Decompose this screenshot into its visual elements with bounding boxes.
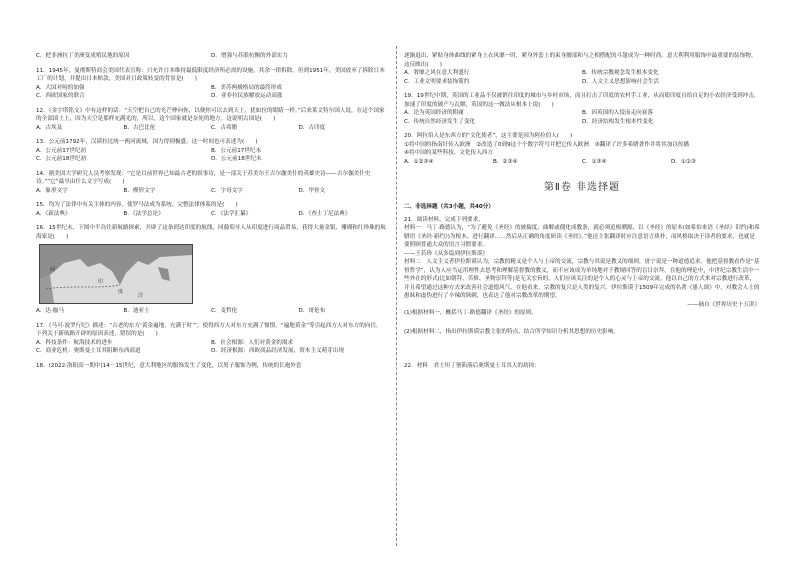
option-c[interactable]: C．把非洲拉丁美洲变成殖民地的原因: [36, 53, 130, 59]
option-a[interactable]: A．达·伽马: [36, 308, 64, 314]
option-c[interactable]: C．商业危机：奥斯曼土耳其阻断东西商道: [36, 348, 141, 354]
question-15: [36, 201, 386, 218]
option-b[interactable]: B．社会根源：人们对黄金的渴求: [211, 339, 294, 346]
option-d[interactable]: D．亚非拉民族解放运动高涨: [211, 93, 283, 99]
question-stem: 20．阿拉伯人是东西方的“文化使者”，这主要是因为阿拉伯人( ): [404, 133, 573, 139]
option-c[interactable]: C．工业文明要求装饰简约: [404, 78, 470, 85]
question-stem: 19．19世纪中期，英国的工业品不仅被销往印度的城市与乡村市场，而且打击了印度的农村手工业，从而使印度自给自足的小农经济受到冲击，加速了印度的破产与瓦解，英国的这一做法从根本上说( ): [404, 93, 760, 108]
option-a[interactable]: A．大国对峙的加强: [36, 84, 85, 91]
part-heading: 二、非选择题（共3小题，共40分）: [404, 204, 494, 211]
option-d[interactable]: D．哥伦布: [298, 308, 326, 314]
indian-ocean-map: [39, 244, 193, 304]
question-17: [36, 322, 386, 356]
option-c[interactable]: C．古希腊: [211, 124, 238, 131]
requirement-1: (1)根据材料一，概括马丁·路德翻译《圣经》的原则。: [404, 310, 537, 317]
right-column: [404, 52, 760, 377]
option-a[interactable]: A．科技条件：航海技术的进步: [36, 339, 113, 346]
option-b[interactable]: B．②③④: [493, 158, 518, 165]
option-b[interactable]: B．楔形文字: [123, 187, 156, 194]
section-title: 第Ⅱ卷 非选择题: [543, 182, 621, 193]
option-d[interactable]: D．经济结构发生根本性变化: [582, 118, 654, 125]
question-14: [36, 170, 386, 196]
option-a[interactable]: A．古埃及: [36, 124, 63, 131]
material-1-source: ——王若珍《从多篇到伊拉斯谟》: [404, 250, 488, 257]
question-13: [36, 138, 386, 164]
question-stem: 逐渐退出，紧贴身体曲线的紧身上衣风靡一时，紧身外套上的束身腰部和与之相搭配的斗篷成为一种时尚。意大利利用服饰中最重要的装饰物。这反映出( ): [404, 53, 757, 68]
option-c[interactable]: C．《法学汇纂》: [211, 210, 252, 217]
option-d[interactable]: D．甲骨文: [298, 187, 326, 194]
option-d[interactable]: D．经济根源：西欧商品经济发展，资本主义萌芽出现: [211, 348, 344, 354]
option-b[interactable]: B．因英国的入侵而走向衰落: [582, 110, 653, 116]
statement-4: ④将中国的某些科技、文化传入西方: [404, 150, 493, 156]
statement-3: ③翻译了许多希腊著作并将其加以传播: [594, 141, 690, 148]
question-stem: 13．公元前1792年，汉谟拉比统一两河流域，国力得到极盛。这一时间也可表述为( ): [36, 139, 258, 145]
option-b[interactable]: B．公元前17世纪末: [211, 147, 262, 154]
question-19: [404, 92, 760, 126]
question-stem: 14．据美国大学研究人员考察发现：“它是目前世界已知最古老的叙事诗，是一部关于苏美尔王吉尔伽美什的英雄史诗——吉尔伽美什史诗。”“它”最早由什么文字写成( ): [36, 170, 371, 185]
option-d[interactable]: D．①②③: [671, 158, 696, 165]
option-b[interactable]: B．《法学总论》: [123, 210, 164, 217]
option-a[interactable]: A．沦为英国经济的附庸: [404, 110, 464, 116]
option-b[interactable]: B．传统宗教观念发生根本变化: [582, 70, 659, 76]
material-1: 材料一 马丁·路德认为，“为了避免《圣经》的被揣度、曲解或僵化成教条，就必须追根溯源，以《圣经》的原本(如希伯来语《圣经》旧约)和希腊语《圣经·新约》)为根本，进行翻译……然后从正确的角度研读《圣经》。”他还主张翻译时应注意语言质朴，而风格取决于读者的要求，也就是要照顾普通大众的语言习惯要求。: [404, 225, 760, 249]
option-d[interactable]: D．《查士丁尼法典》: [298, 210, 351, 217]
question-stem: 16．15世纪末，下图中半岛往新航路探索，开辟了这条到达印度的航线，同葡萄牙人从印度进行商品贸易，获得大量金银、珊瑚和红珍珠的航海家是( ): [36, 225, 386, 240]
requirement-2: (2)根据材料二，指出伊拉斯谟宗教主张的特点，结合所学知识分析其思想的历史影响。: [404, 328, 619, 335]
map-label-a: 阿: [50, 267, 56, 273]
option-c[interactable]: C．公元前18世纪初: [36, 156, 87, 162]
column-divider: [396, 46, 397, 546]
option-c[interactable]: C．传统自然经济发生了变化: [404, 118, 476, 125]
question-18: [36, 362, 386, 371]
option-d[interactable]: D．古印度: [298, 124, 326, 131]
question-stem: 17．《马可·波罗行纪》描述：“古老的东方‘黄金遍地，充满于时’”，使得西方人对东方充满了憧憬，“遍地黄金”等引起西方人对东方的向往。下列关于新航路开辟的原因表述，错误的是( ): [36, 322, 382, 337]
question-22: 22．材料 君士坦丁堡陷落后奥斯曼土耳其人的劫掠：: [404, 363, 540, 370]
map-label-du: 度: [118, 289, 124, 295]
option-d[interactable]: D．人文主义思想影响社会生活: [582, 78, 660, 85]
question-20: [404, 132, 760, 166]
option-a[interactable]: A．象形文字: [36, 187, 68, 194]
map-label-yin: 印: [98, 279, 104, 285]
map-graphic: [40, 245, 192, 303]
material-2: 材料二 人文主义者伊拉斯谟认为，宗教的精义是个人与上帝的交流，宗教与其说是教义的细则，毋宁说是一种道德追求。他把基督教看作是“基督哲学”，认为人应当运用理性去思考和理解基督教的教义，而不应该成为单纯地对于教规回答的盲目崇拜。在他的理论中，中世纪宗教生活中一些外在的形式(比如朝拜、苦修、圣物崇拜等)是无关宏旨的，人们应该关注的是个人的心灵与上帝的交流，他以自己的方式来对宗教进行改革，并且希望通过这种方式来改善社会道德风气，在他看来，宗教的复兴是人类的复兴。伊拉斯谟于1509年完成的名著《愚人颂》中，对教会人士的愚昧和虚伪进行了辛辣的讽刺，也表达了他对宗教改革的期望。: [404, 259, 760, 300]
option-a[interactable]: A．奢靡之风在意大利盛行: [404, 70, 470, 76]
question-10-options: [36, 52, 386, 61]
material-2-source: ——摘自《世界历史十五讲》: [687, 301, 760, 308]
option-a[interactable]: A．《新法典》: [36, 210, 71, 217]
option-c[interactable]: C．西欧国家的联合: [36, 93, 85, 99]
option-c[interactable]: C．麦哲伦: [211, 308, 238, 314]
option-b[interactable]: B．美苏两极格局的最终形成: [211, 84, 282, 91]
question-title: 21．阅读材料，完成下列要求。: [404, 216, 484, 223]
question-stem: 15．均为了法律中有关主体的内容，使罗马法成为系统、完整法律体系的是( ): [36, 202, 238, 208]
map-label-yang: 洋: [138, 293, 144, 299]
question-11: [36, 67, 386, 101]
option-b[interactable]: B．古巴比伦: [123, 124, 156, 131]
option-a[interactable]: A．①②③④: [404, 158, 434, 165]
question-21: [404, 216, 760, 357]
question-stem: 11．1945年，曼彻斯特商会美国代表宣称：只允许日本维持最低限度经济所必需的设施，其余一律拆除。但到1951年，美国放弃了拆除日本工厂的计划，并提出日本赔款，美国对日政策转变的背景是( ): [36, 67, 385, 82]
question-12: [36, 107, 386, 133]
option-d[interactable]: D．增强与苏联抗衡的外部实力: [211, 53, 289, 59]
question-18-continued: [404, 52, 760, 86]
statement-1: ①将中国的指南针传入欧洲: [404, 141, 471, 148]
question-stem: 18．(2022·洛阳高一期中)14－15世纪，意大利地区的服饰发生了变化，以男子服饰为例，传统的长袍外套: [36, 362, 302, 369]
option-c[interactable]: C．①③④: [582, 158, 607, 165]
option-d[interactable]: D．公元前18世纪末: [211, 156, 262, 162]
left-column: [36, 52, 386, 376]
option-c[interactable]: C．字母文字: [211, 187, 243, 194]
question-stem: 12．《金字塔铭文》中有这样的话：“天空把自己的光芒伸向你，以便你可以去到天上，犹如拉的眼睛一样。”后来莱文特尔国人说，在这个国家的全部国土上，因为天空是那样充满光的，所以，这个国家就是奈死的地方。这说明古国是( ): [36, 107, 385, 122]
option-b[interactable]: B．迪亚士: [123, 308, 150, 314]
statement-2: ②改造了0到9这十个数字符号并把它传入欧洲: [476, 141, 589, 148]
question-16: [36, 224, 386, 316]
option-a[interactable]: A．公元前17世纪初: [36, 147, 87, 154]
